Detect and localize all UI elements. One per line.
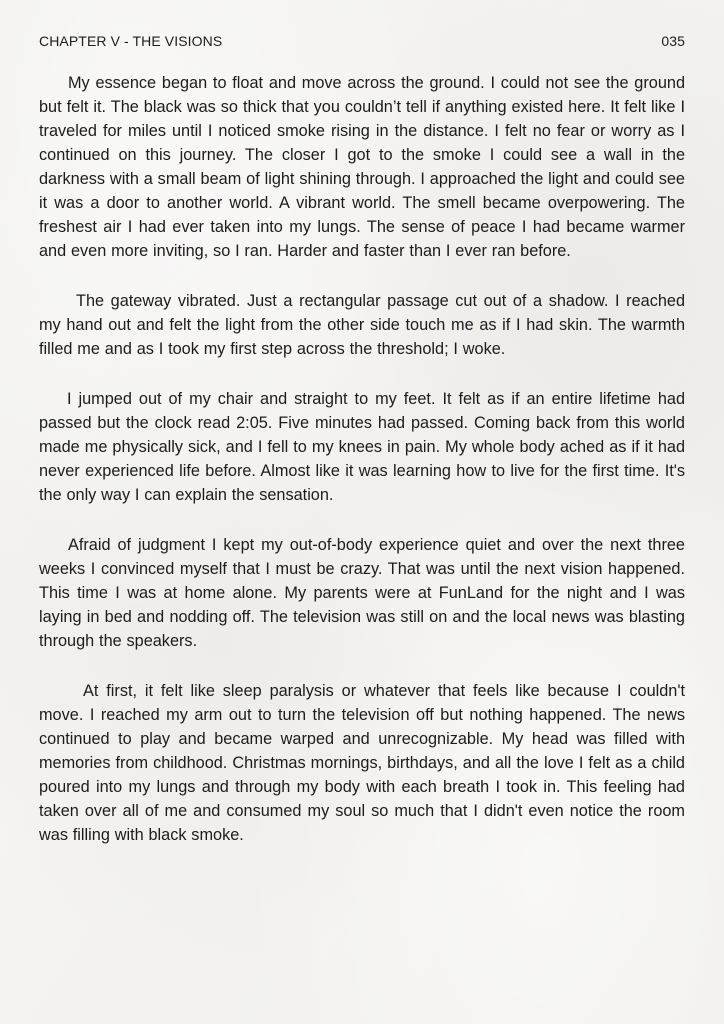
paragraph: My essence began to float and move across the ground. I could not see the ground but felt it. The black was so thick that you couldn’t tell if anything existed here. It felt like I traveled for miles until I noticed smoke rising in the distance. I felt no fear or worry as I continued on this journey. The closer I got to the smoke I could see a wall in the darkness with a small beam of light shining through. I approached the light and could see it was a door to another world. A vibrant world. The smell became overpowering. The freshest air I had ever taken into my lungs. The sense of peace I had became warmer and even more inviting, so I ran. Harder and faster than I ever ran before.	[39, 74, 685, 260]
body-text	[39, 71, 685, 873]
page-number: 035	[661, 33, 685, 49]
paragraph: The gateway vibrated. Just a rectangular passage cut out of a shadow. I reached my hand out and felt the light from the other side touch me as if I had skin. The warmth filled me and as I took my first step across the threshold; I woke.	[39, 292, 685, 358]
page-header	[39, 33, 685, 51]
chapter-title: CHAPTER V - THE VISIONS	[39, 33, 223, 49]
paragraph: At first, it felt like sleep paralysis or whatever that feels like because I couldn't move. I reached my arm out to turn the television off but nothing happened. The news continued to play and became warped and unrecognizable. My head was filled with memories from childhood. Christmas mornings, birthdays, and all the love I felt as a child poured into my lungs and through my body with each breath I took in. This feeling had taken over all of me and consumed my soul so much that I didn't even notice the room was filling with black smoke.	[39, 682, 685, 844]
paragraph: I jumped out of my chair and straight to my feet. It felt as if an entire lifetime had passed but the clock read 2:05. Five minutes had passed. Coming back from this world made me physically sick, and I fell to my knees in pain. My whole body ached as if it had never experienced life before. Almost like it was learning how to live for the first time. It's the only way I can explain the sensation.	[39, 390, 685, 504]
paragraph: Afraid of judgment I kept my out-of-body experience quiet and over the next three weeks I convinced myself that I must be crazy. That was until the next vision happened. This time I was at home alone. My parents were at FunLand for the night and I was laying in bed and nodding off. The television was still on and the local news was blasting through the speakers.	[39, 536, 685, 650]
